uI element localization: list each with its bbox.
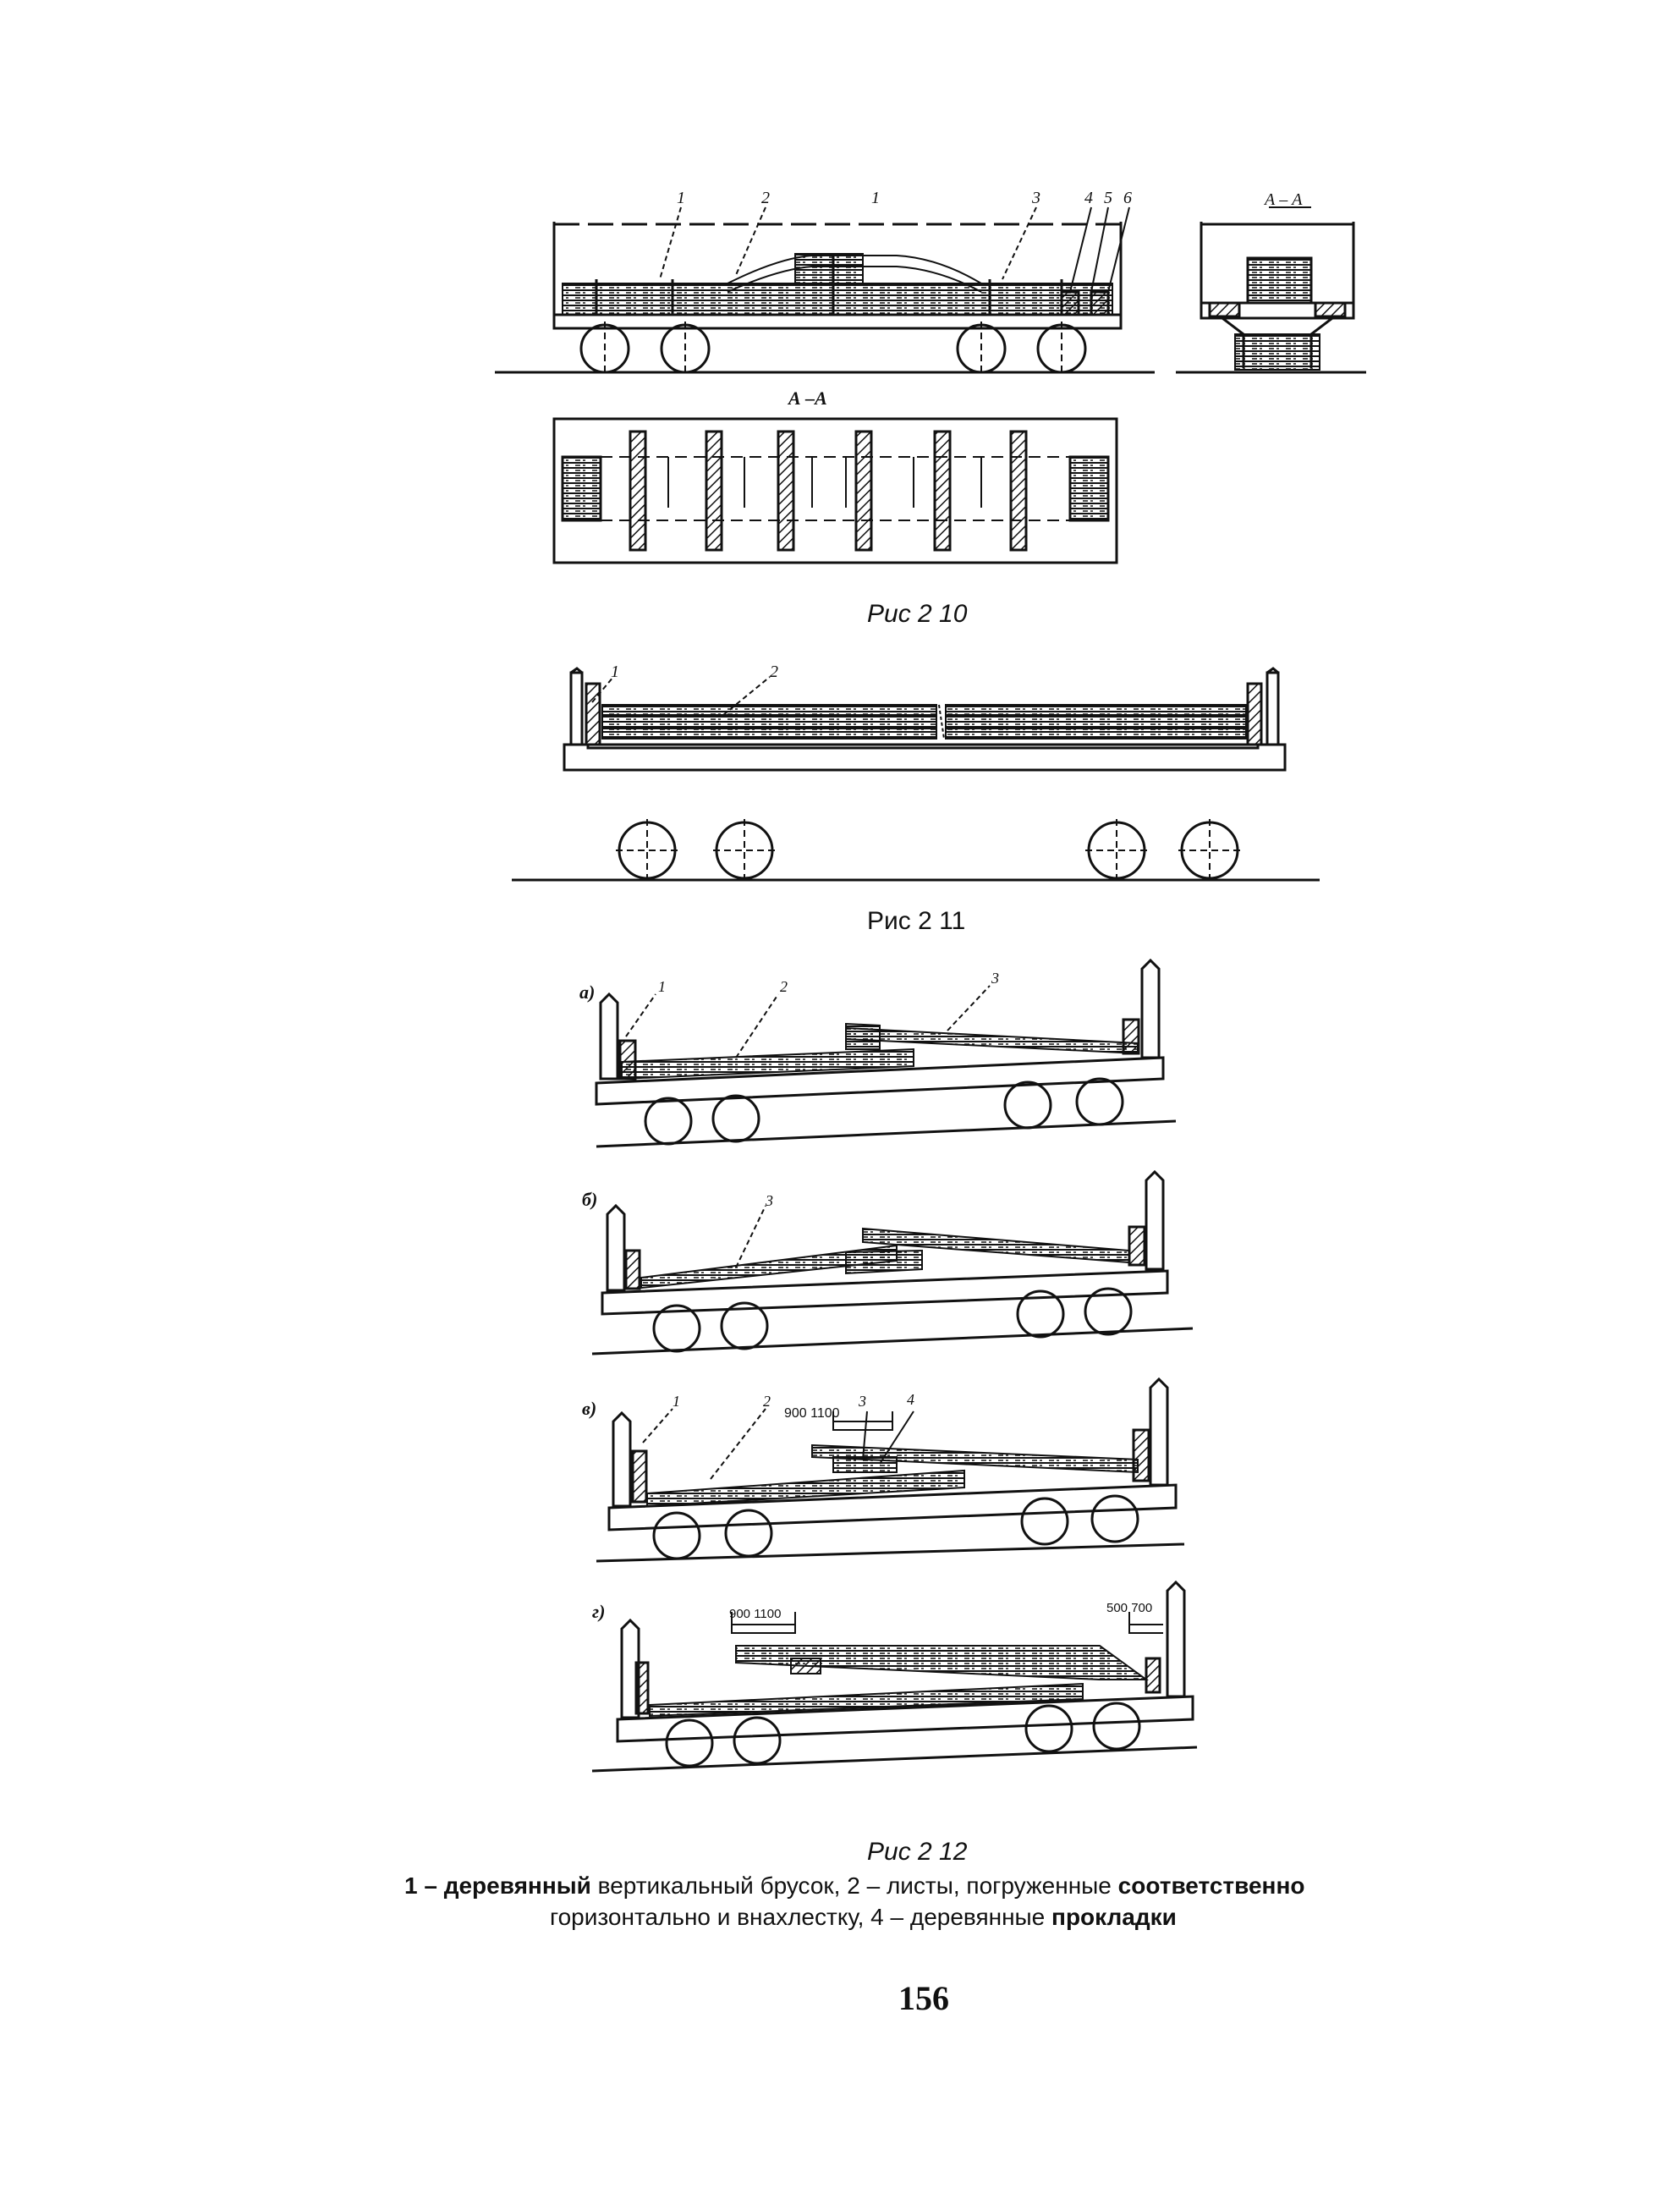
fig212-g-dimension-right: 500 700 (1106, 1601, 1153, 1615)
fig210-side-view (495, 207, 1155, 376)
fig210-callout-4: 4 (1084, 189, 1093, 207)
fig212-legend-line1 (404, 1872, 1304, 1899)
fig212-legend-line2 (550, 1904, 1177, 1930)
fig210-callout-5: 5 (1104, 189, 1112, 207)
fig212-v-callout-1: 1 (673, 1393, 680, 1410)
fig212-a-callout-1: 1 (658, 978, 666, 995)
fig212-variant-v (596, 1379, 1184, 1561)
fig212-g-dimension-left: 900 1100 (729, 1607, 782, 1621)
fig210-caption: Рис 2 10 (867, 600, 968, 628)
fig211-caption: Рис 2 11 (867, 907, 966, 935)
fig210-callout-1b: 1 (871, 189, 880, 207)
legend-line2-bold: прокладки (1051, 1904, 1177, 1930)
fig212-v-callout-2: 2 (763, 1393, 771, 1410)
legend-line1-bold2: соответственно (1117, 1872, 1305, 1899)
fig212-g-label: г) (592, 1601, 606, 1622)
fig212-b-callout-3: 3 (766, 1192, 773, 1209)
fig210-plan-view (554, 419, 1117, 563)
fig210-callout-3: 3 (1032, 189, 1040, 207)
fig211-callout-2: 2 (770, 663, 778, 681)
fig212-v-callout-3: 3 (859, 1393, 866, 1410)
fig212-a-callout-2: 2 (780, 978, 788, 995)
fig210-callout-2: 2 (761, 189, 770, 207)
figure-210 (495, 207, 1366, 563)
fig210-section-label: А – А (1265, 190, 1303, 209)
fig212-a-callout-3: 3 (991, 970, 999, 987)
legend-line1-reg: вертикальный брусок, 2 – листы, погруженные (590, 1872, 1118, 1899)
figure-211 (512, 668, 1320, 882)
fig212-v-callout-4: 4 (907, 1391, 914, 1408)
fig212-v-dimension: 900 1100 (784, 1406, 840, 1421)
fig212-b-label: б) (582, 1189, 598, 1210)
fig210-callout-1a: 1 (677, 189, 685, 207)
legend-line1-bold1: 1 – деревянный (404, 1872, 591, 1899)
fig211-callout-1: 1 (611, 663, 619, 681)
fig210-section-view (1176, 207, 1366, 372)
fig212-variant-b (592, 1172, 1193, 1354)
fig212-variant-a (596, 960, 1176, 1146)
fig212-a-label: а) (579, 982, 596, 1003)
legend-line2-reg: горизонтально и внахлестку, 4 – деревянные (550, 1904, 1052, 1930)
fig212-caption: Рис 2 12 (867, 1838, 968, 1866)
fig210-callout-6: 6 (1123, 189, 1132, 207)
fig212-v-label: в) (582, 1398, 597, 1419)
page-number: 156 (898, 1979, 949, 2017)
fig210-plan-label: А –А (788, 388, 827, 409)
